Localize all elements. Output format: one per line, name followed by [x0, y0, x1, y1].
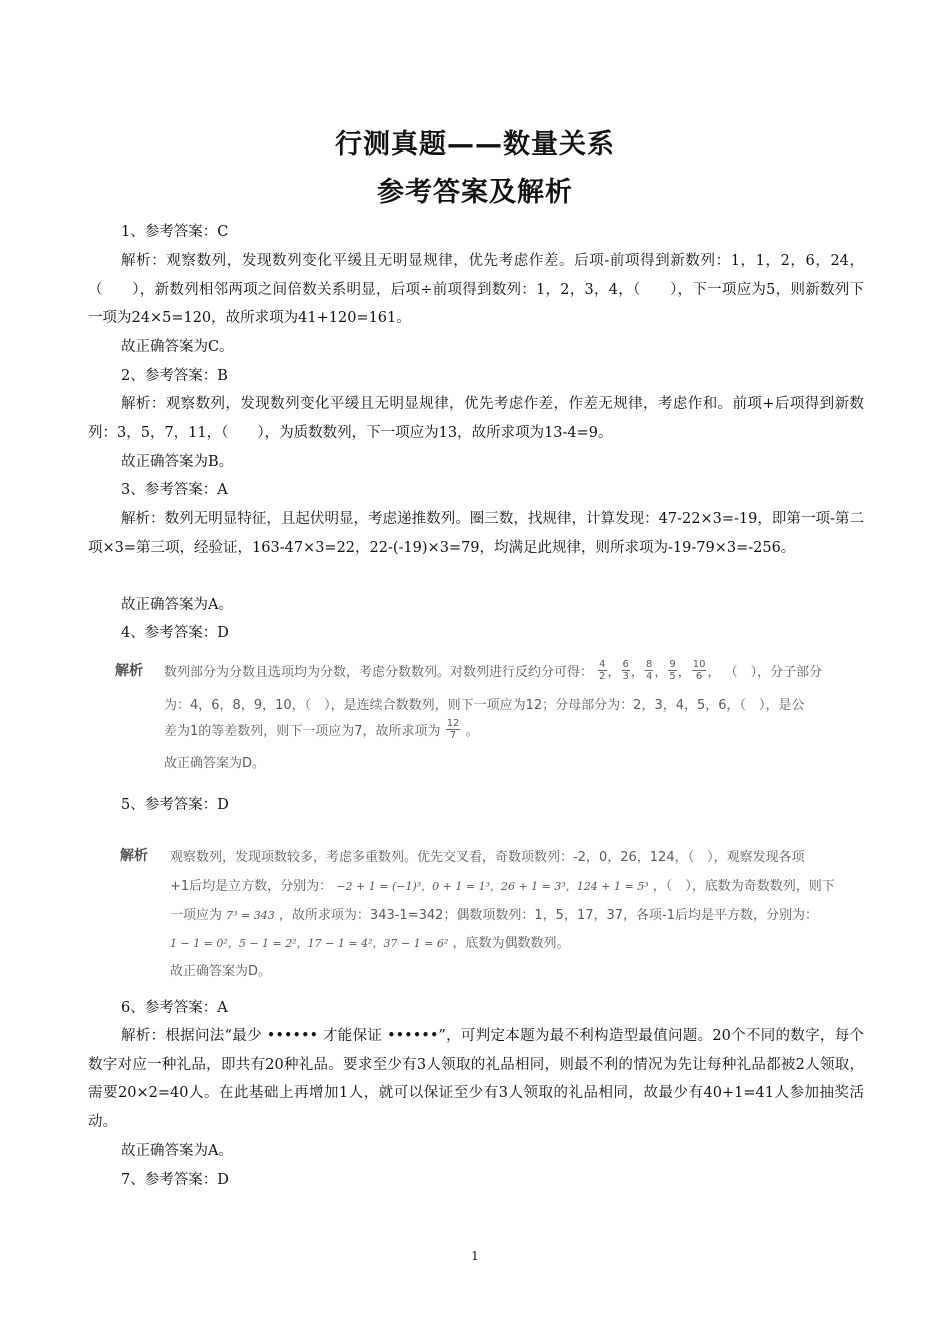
q5-line-2: +1后均是立方数，分别为： −2 + 1 = (−1)³，0 + 1 = 1³，26 + 1 = 3³，124 + 1 = 5³ ，（ ），底数为奇数数列，则下 [170, 879, 835, 894]
q5-conclusion: 故正确答案为D。 [170, 964, 272, 979]
q4-line-3: 差为1的等差数列，则下一项应为7，故所求项为 $\frac{12}{7}$ 。 [164, 718, 479, 741]
q1-analysis: 解析：观察数列，发现数列变化平缓且无明显规律，优先考虑作差。后项-前项得到新数列：1，1，2，6，24，（ ），新数列相邻两项之间倍数关系明显，后项÷前项得到数列：1，2，3，4，（ ），下一项应为5，则新数列下一项为24×5=120，故所求项为41+120=161。 [88, 253, 864, 326]
q1-answer: 1、参考答案：C [121, 224, 229, 240]
q5-explanation-tag: 解析 [120, 848, 148, 864]
q5-line-1: 观察数列，发现项数较多，考虑多重数列。优先交叉看，奇数项数列：-2，0，26，124，（ ），观察发现各项 [170, 850, 805, 865]
q5-next-odd-term: 7³ = 343 [226, 909, 275, 922]
q3-conclusion: 故正确答案为A。 [121, 597, 233, 613]
q2-conclusion: 故正确答案为B。 [121, 454, 234, 470]
q4-line-2: 为：4，6，8，9，10，（ ），是连续合数数列，则下一项应为12；分母部分为：2，3，4，5，6，（ ），是公 [164, 698, 805, 713]
q3-analysis: 解析：数列无明显特征，且起伏明显，考虑递推数列。圈三数，找规律，计算发现：47-22×3=-19，即第一项-第二项×3=第三项，经验证，163-47×3=22，22-(-19)×3=79，均满足此规律，则所求项为-19-79×3=-256。 [88, 511, 864, 556]
q2-analysis: 解析：观察数列，发现数列变化平缓且无明显规律，优先考虑作差，作差无规律，考虑作和。前项+后项得到新数列：3，5，7，11，（ ），为质数数列，下一项应为13，故所求项为13-4=9。 [88, 396, 864, 441]
q4-line-1 [164, 661, 822, 684]
q5-cube-equations: −2 + 1 = (−1)³，0 + 1 = 1³，26 + 1 = 3³，124 + 1 = 5³ [336, 880, 649, 893]
q5-line-4: 1 − 1 = 0²，5 − 1 = 2²，17 − 1 = 4²，37 − 1 = 6² ，底数为偶数数列。 [170, 936, 570, 951]
q5-line-3: 一项应为 7³ = 343 ，故所求项为：343-1=342；偶数项数列：1，5，17，37，各项-1后均是平方数，分别为： [170, 908, 818, 923]
q4-explanation-tag: 解析 [115, 663, 143, 679]
q4-fractions: $\frac{4}{2}$ ， $\frac{6}{3}$ ， $\frac{8}{4}$ ， $\frac{9}{5}$ ， $\frac{10}{6}$ ， [599, 659, 721, 682]
q2-answer: 2、参考答案：B [121, 368, 228, 384]
q5-square-equations: 1 − 1 = 0²，5 − 1 = 2²，17 − 1 = 4²，37 − 1 = 6² [170, 937, 449, 950]
q4-answer-fraction: $\frac{12}{7}$ [446, 718, 460, 741]
q4-fraction: $\frac{10}{6}$ [692, 659, 706, 682]
q4-answer: 4、参考答案：D [121, 625, 229, 641]
q4-fraction: $\frac{9}{5}$ [669, 659, 676, 682]
q4-fraction: $\frac{4}{2}$ [599, 659, 606, 682]
q6-analysis: 解析：根据问法“最少 •••••• 才能保证 ••••••”，可判定本题为最不利构造型最值问题。20个不同的数字，每个数字对应一种礼品，即共有20种礼品。要求至少有3人领取的礼品相同，则最不利的情况为先让每种礼品都被2人领取，需要20×2=40人。在此基础上再增加1人，就可以保证至少有3人领取的礼品相同，故最少有40+1=41人参加抽奖活动。 [88, 1028, 864, 1130]
q6-answer: 6、参考答案：A [121, 1000, 228, 1016]
q4-explanation-image [115, 660, 875, 775]
document-title: 行测真题——数量关系 [335, 129, 615, 160]
q4-line-1-text: 数列部分为分数且选项均为分数，考虑分数数列。对数列进行反约分可得： [164, 665, 594, 680]
q4-conclusion: 故正确答案为D。 [164, 756, 266, 771]
q1-conclusion: 故正确答案为C。 [121, 339, 234, 355]
q4-fraction: $\frac{6}{3}$ [622, 659, 629, 682]
page-number: 1 [471, 1249, 479, 1263]
q5-explanation-image [120, 845, 880, 980]
q4-line-1-tail: （ ），分子部分 [724, 665, 823, 680]
q4-fraction: $\frac{8}{4}$ [645, 659, 653, 682]
q7-answer: 7、参考答案：D [121, 1172, 229, 1188]
q3-answer: 3、参考答案：A [121, 482, 228, 498]
document-subtitle: 参考答案及解析 [377, 177, 573, 208]
q5-answer: 5、参考答案：D [121, 797, 229, 813]
q6-conclusion: 故正确答案为A。 [121, 1143, 233, 1159]
q4-line-3-text: 差为1的等差数列，则下一项应为7，故所求项为 [164, 724, 441, 739]
